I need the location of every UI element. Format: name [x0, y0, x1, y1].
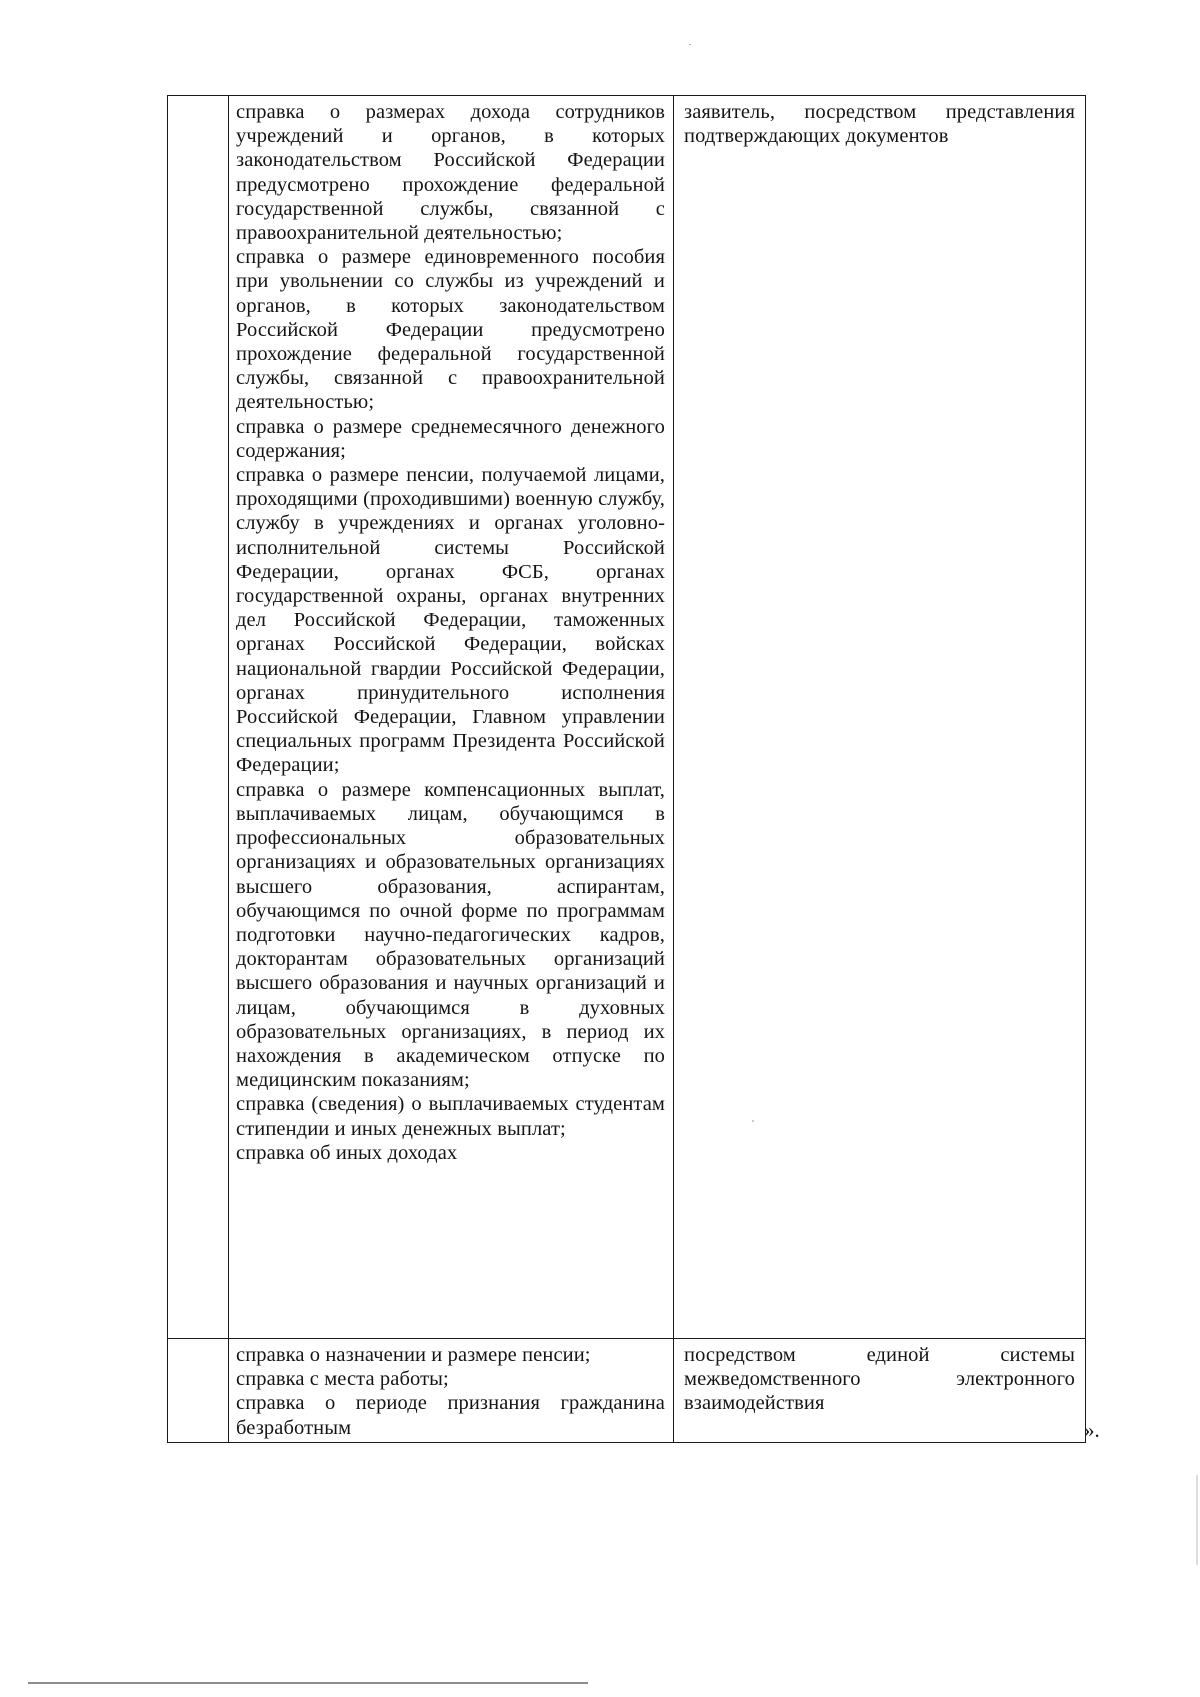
submission-method: посредством единой системы межведомственного электронного взаимодействия — [684, 1344, 1075, 1415]
table-row — [168, 1339, 1086, 1443]
document-item: справка об иных доходах — [236, 1141, 458, 1164]
row-number-cell — [168, 96, 229, 1339]
documents-cell — [229, 1339, 674, 1443]
document-item: справка о размерах дохода сотрудников учреждений и органов, в которых законодательством Российской Федерации предусмотрено прохождение федеральной государственной службы, связанной с правоохранительной деятельностью; — [236, 101, 665, 245]
document-item: справка о размере единовременного пособия при увольнении со службы из учреждений и органов, в которых законодательством Российской Федерации предусмотрено прохождение федеральной государственной службы, связанной с правоохранительной деятельностью; — [236, 246, 665, 414]
row-number-cell — [168, 1339, 229, 1443]
scan-artifact-edge — [1196, 1475, 1198, 1565]
table-row — [168, 96, 1086, 1339]
documents-table — [167, 95, 1086, 1443]
document-item: справка о размере пенсии, получаемой лицами, проходящими (проходившими) военную службу, службу в учреждениях и органах уголовно-исполнительной системы Российской Федерации, органах ФСБ, органах государственной охраны, органах внутренних дел Российской Федерации, таможенных органах Российской Федерации, войсках национальной гвардии Российской Федерации, органах принудительного исполнения Российской Федерации, Главном управлении специальных программ Президента Российской Федерации; — [236, 464, 665, 777]
scan-artifact-dot — [752, 1120, 754, 1122]
document-item: справка о периоде признания гражданина безработным — [236, 1392, 665, 1439]
document-item: справка о размере среднемесячного денежного содержания; — [236, 415, 665, 462]
method-cell — [674, 1339, 1086, 1443]
scan-artifact-line — [28, 1682, 588, 1684]
submission-method: заявитель, посредством представления подтверждающих документов — [684, 101, 1075, 148]
method-cell — [674, 96, 1086, 1339]
document-item: справка с места работы; — [236, 1368, 449, 1391]
scan-artifact-dot — [689, 44, 691, 45]
document-item: справка о назначении и размере пенсии; — [236, 1344, 591, 1366]
document-item: справка о размере компенсационных выплат, выплачиваемых лицам, обучающимся в профессиональных образовательных организациях и образовательных организациях высшего образования, аспирантам, обучающимся по очной форме по программам подготовки научно-педагогических кадров, докторантам образовательных организаций высшего образования и научных организаций и лицам, обучающимся в духовных образовательных организациях, в период их нахождения в академическом отпуске по медицинским показаниям; — [236, 778, 665, 1092]
document-item: справка (сведения) о выплачиваемых студентам стипендии и иных денежных выплат; — [236, 1093, 665, 1140]
closing-quote: ». — [1084, 1418, 1100, 1442]
documents-cell — [229, 96, 674, 1339]
